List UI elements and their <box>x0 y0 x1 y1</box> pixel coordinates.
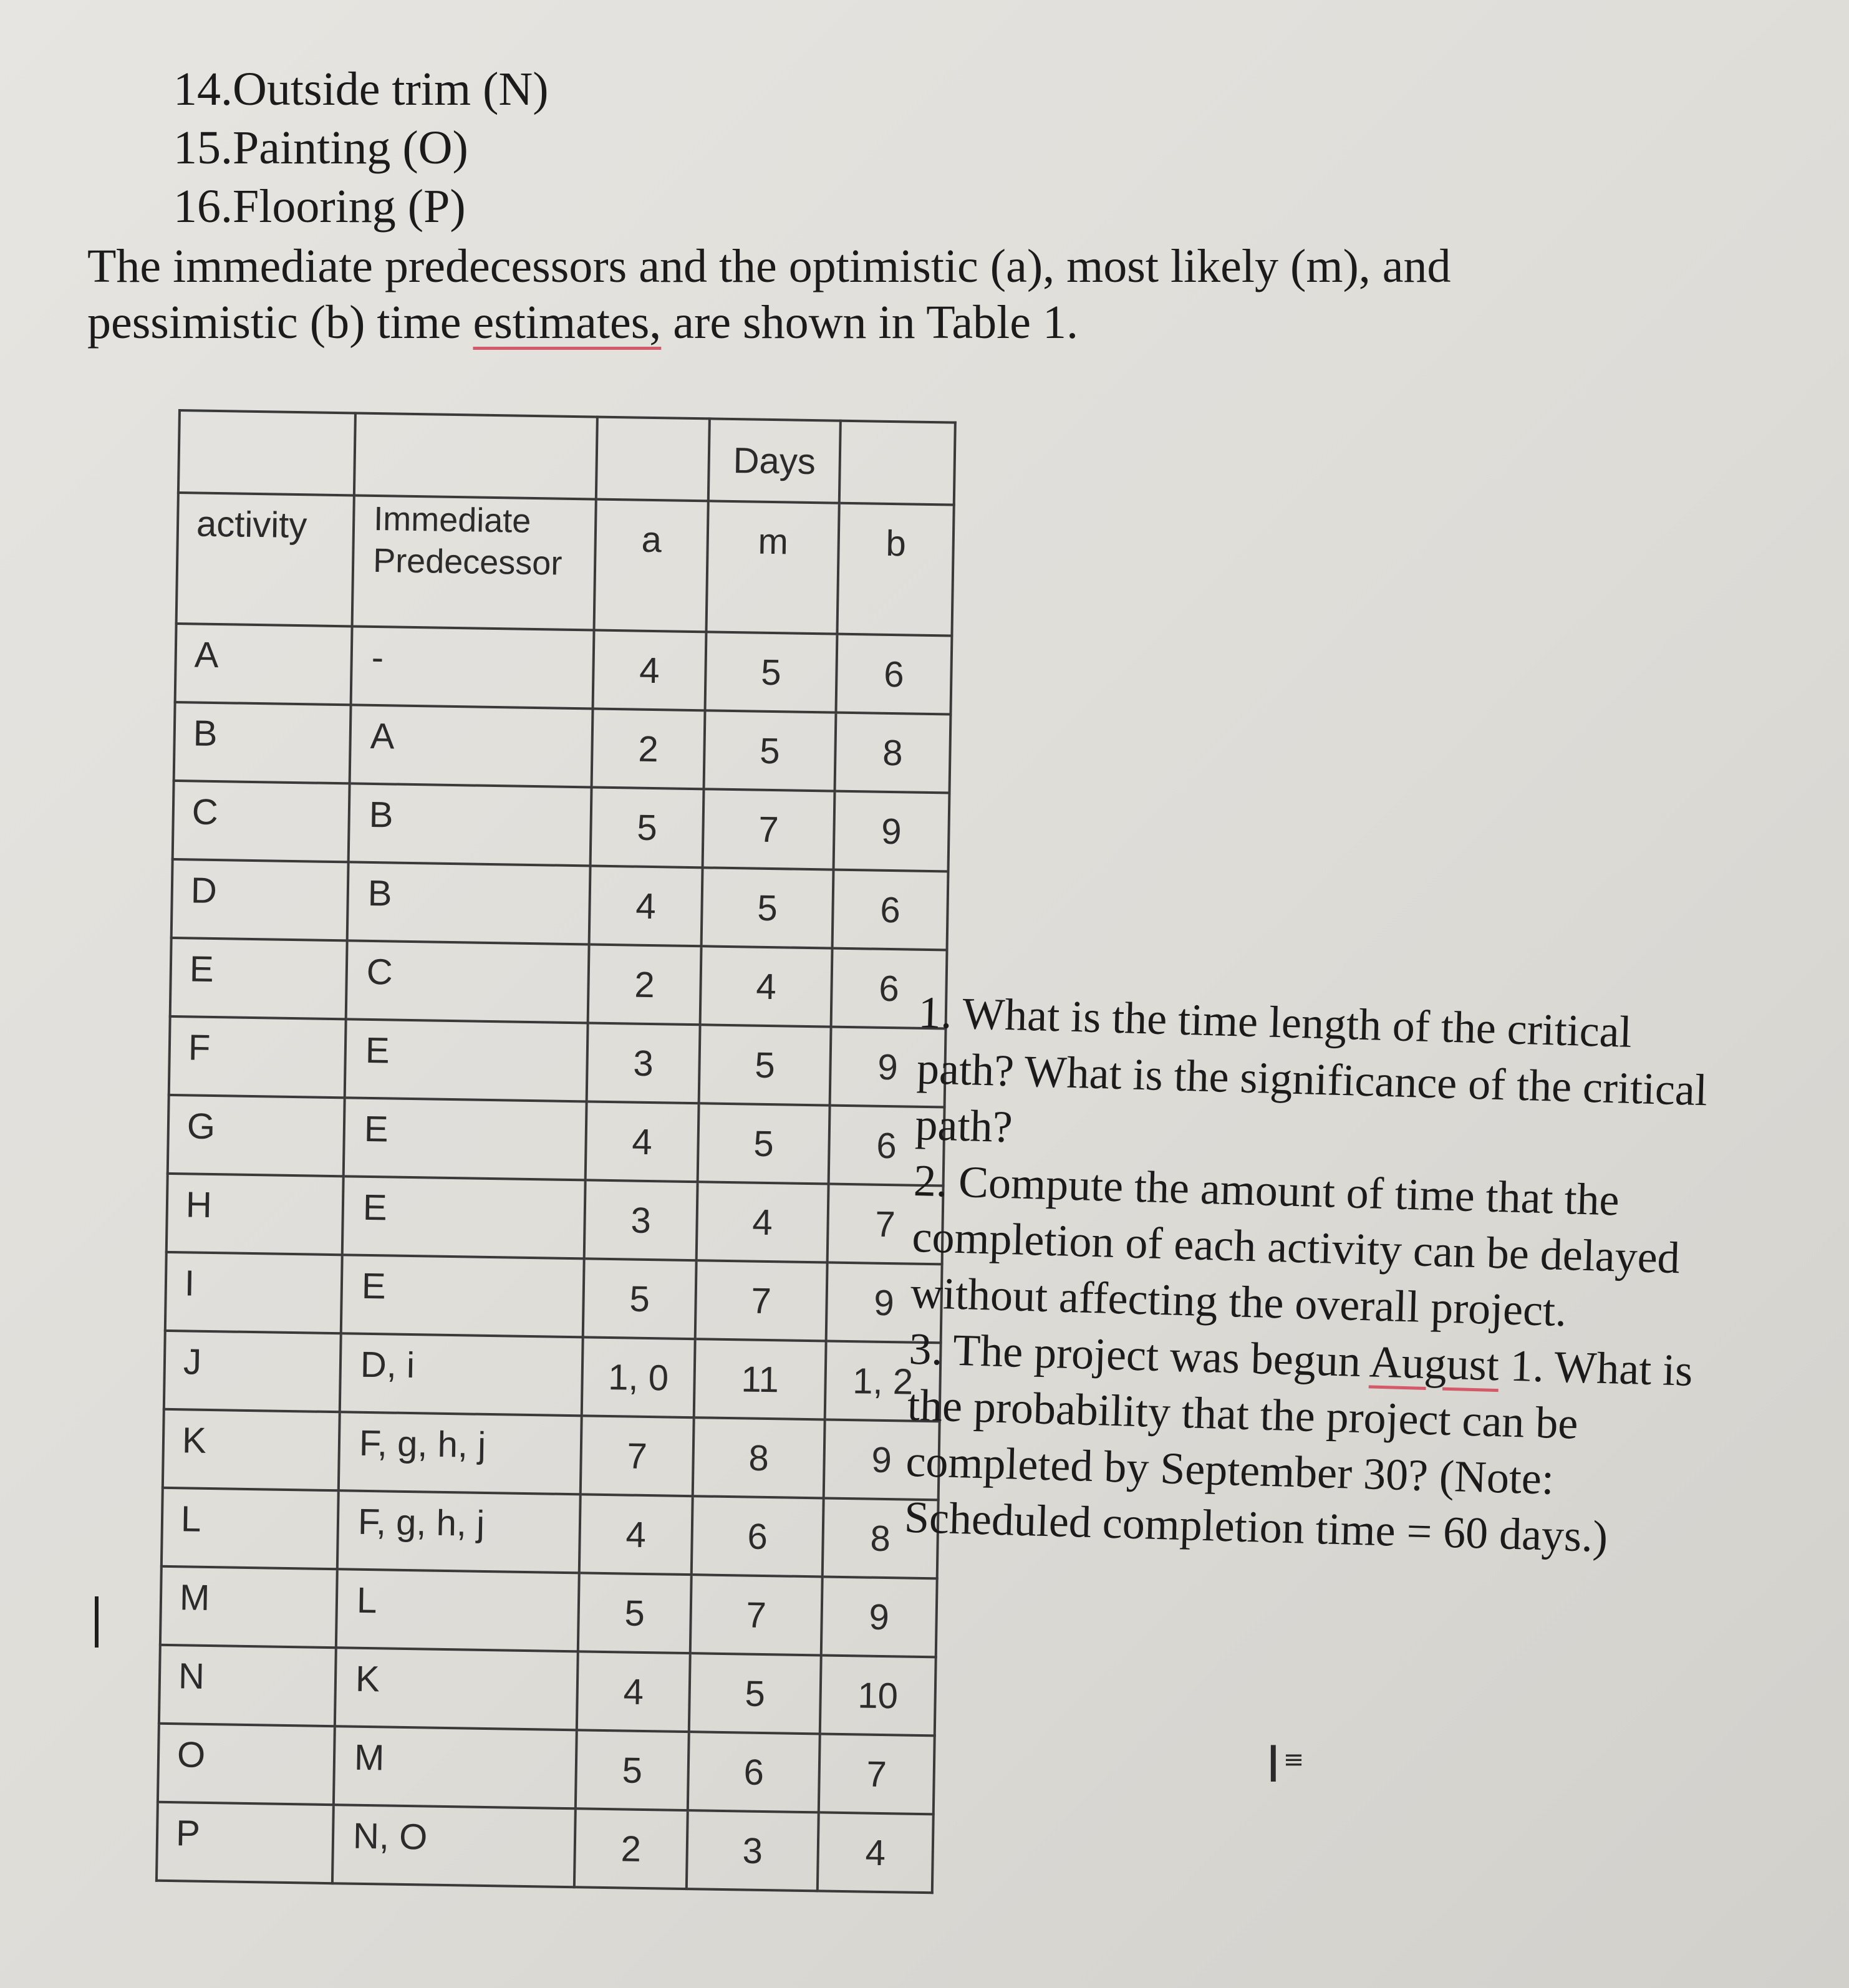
table-cell-empty <box>178 410 355 495</box>
cell-activity: K <box>163 1409 340 1490</box>
cell-predecessor: E <box>341 1255 584 1337</box>
cell-m: 11 <box>694 1339 826 1419</box>
table-row <box>170 938 947 1029</box>
cell-predecessor: - <box>351 626 594 708</box>
cell-m: 5 <box>702 867 834 948</box>
cell-a: 2 <box>588 944 702 1025</box>
table-1 <box>155 409 957 1894</box>
table-cell-days <box>708 418 841 503</box>
cell-b: 1, 2 <box>825 1341 941 1421</box>
cell-predecessor: E <box>345 1019 588 1101</box>
days-label: Days <box>733 440 816 482</box>
cell-a: 4 <box>589 866 703 946</box>
cell-m: 5 <box>705 632 838 712</box>
table-row <box>169 1016 946 1107</box>
table-row <box>163 1409 940 1500</box>
cell-b: 6 <box>831 948 947 1029</box>
table-row <box>160 1566 937 1657</box>
cell-b: 6 <box>836 634 952 715</box>
cell-a: 3 <box>584 1180 698 1260</box>
cell-predecessor: K <box>335 1648 578 1730</box>
list-item: 15.Painting (O) <box>173 122 468 174</box>
header-activity: activity <box>176 493 354 626</box>
intro-text: The immediate predecessors and the optimistic (a), most likely (m), and pessimistic (b) time <box>87 240 1451 349</box>
questions-block <box>904 984 1717 1567</box>
table-row <box>174 702 951 793</box>
table-row <box>175 624 952 715</box>
margin-mark <box>95 1596 99 1648</box>
cell-a: 4 <box>586 1101 699 1182</box>
table-header-row <box>176 493 954 636</box>
table-row <box>157 1802 934 1893</box>
spellcheck-word: August <box>1368 1336 1500 1391</box>
table-days-row <box>178 410 955 505</box>
cell-predecessor: D, i <box>340 1333 583 1416</box>
cell-m: 5 <box>689 1653 821 1734</box>
cell-b: 9 <box>824 1419 940 1500</box>
time-estimates-table <box>155 409 957 1894</box>
table-cell-empty <box>839 421 955 505</box>
cell-a: 5 <box>583 1258 697 1339</box>
cell-m: 6 <box>688 1732 820 1812</box>
cell-m: 8 <box>693 1417 825 1498</box>
cell-activity: L <box>162 1488 339 1569</box>
table-row <box>167 1174 944 1265</box>
cell-activity: G <box>168 1095 345 1176</box>
table-body <box>157 624 952 1893</box>
list-item: 14.Outside trim (N) <box>173 63 549 115</box>
table-row <box>173 781 950 872</box>
question-1: 1. What is the time length of the critical path? What is the significance of the critical path? <box>914 987 1709 1152</box>
cell-m: 3 <box>687 1810 819 1891</box>
cell-predecessor: N, O <box>332 1805 576 1887</box>
cell-b: 10 <box>820 1655 936 1735</box>
cell-activity: H <box>167 1174 344 1255</box>
cell-predecessor: C <box>346 940 589 1023</box>
table-row <box>159 1645 936 1736</box>
table-row <box>171 859 949 950</box>
cell-m: 4 <box>700 946 833 1026</box>
cell-m: 5 <box>704 710 836 791</box>
cell-predecessor: B <box>347 862 591 944</box>
cell-predecessor: L <box>336 1569 579 1651</box>
cell-activity: E <box>170 938 347 1019</box>
text-cursor-icon: I ≡ <box>1266 1735 1305 1793</box>
header-predecessor: Immediate Predecessor <box>352 495 596 630</box>
cell-b: 6 <box>829 1106 945 1186</box>
cell-a: 2 <box>574 1808 688 1889</box>
cell-a: 5 <box>578 1573 692 1653</box>
cell-b: 9 <box>826 1263 942 1343</box>
table-cell-empty <box>596 417 710 501</box>
cell-predecessor: E <box>344 1098 587 1180</box>
cell-b: 8 <box>823 1498 939 1578</box>
header-b: b <box>837 503 953 636</box>
activity-list <box>173 60 549 236</box>
cell-activity: M <box>160 1566 337 1648</box>
cell-b: 6 <box>833 870 949 950</box>
cell-predecessor: A <box>350 705 593 787</box>
cell-activity: J <box>164 1331 341 1412</box>
cell-predecessor: F, g, h, j <box>339 1412 582 1494</box>
cell-a: 5 <box>591 787 704 867</box>
cell-activity: F <box>169 1016 346 1098</box>
cell-a: 5 <box>576 1730 689 1810</box>
header-m: m <box>706 501 839 634</box>
question-3: 3. The project was begun August 1. What is the probability that the project can be completed by September 30? (Note: Scheduled completion time = 60 days.) <box>904 1323 1694 1562</box>
table-row <box>165 1252 942 1343</box>
cell-m: 4 <box>697 1182 829 1262</box>
question-2: 2. Compute the amount of time that the completion of each activity can be delayed without affecting the overall project. <box>910 1155 1681 1336</box>
cell-a: 7 <box>581 1416 694 1496</box>
intro-paragraph <box>87 238 1584 350</box>
cell-predecessor: E <box>342 1176 586 1258</box>
cell-activity: C <box>173 781 350 862</box>
header-a: a <box>594 499 708 632</box>
cell-a: 1, 0 <box>582 1337 695 1417</box>
table-row <box>168 1095 945 1186</box>
cell-predecessor: M <box>334 1726 577 1808</box>
cell-activity: N <box>159 1645 336 1726</box>
cell-predecessor: B <box>349 783 592 866</box>
cell-predecessor: F, g, h, j <box>337 1490 581 1573</box>
cell-b: 9 <box>830 1027 946 1107</box>
table-row <box>162 1488 939 1579</box>
cell-activity: I <box>165 1252 342 1333</box>
cell-m: 5 <box>698 1103 830 1184</box>
cell-activity: B <box>174 702 351 783</box>
cell-activity: D <box>171 859 349 940</box>
cell-activity: A <box>175 624 352 705</box>
spellcheck-word: estimates, <box>473 296 662 349</box>
table-cell-empty <box>354 413 597 499</box>
cell-a: 4 <box>577 1651 690 1732</box>
cell-b: 9 <box>834 791 950 872</box>
cell-m: 5 <box>699 1025 831 1105</box>
cell-a: 4 <box>593 630 707 711</box>
cell-activity: P <box>157 1802 334 1883</box>
cell-b: 7 <box>828 1184 944 1265</box>
cell-m: 7 <box>695 1260 828 1341</box>
cell-activity: O <box>158 1724 335 1805</box>
table-row <box>164 1331 941 1422</box>
cell-a: 4 <box>579 1494 693 1575</box>
table-row <box>158 1724 935 1815</box>
cell-a: 2 <box>592 708 705 789</box>
cell-m: 6 <box>692 1496 824 1576</box>
cell-b: 9 <box>821 1576 937 1657</box>
cell-b: 8 <box>835 713 951 793</box>
cell-b: 4 <box>818 1812 934 1893</box>
cell-m: 7 <box>690 1575 823 1655</box>
list-item: 16.Flooring (P) <box>173 180 466 233</box>
cell-b: 7 <box>819 1734 935 1814</box>
intro-text-end: are shown in Table 1. <box>661 296 1078 349</box>
cell-m: 7 <box>703 789 835 869</box>
cell-a: 3 <box>587 1023 700 1103</box>
